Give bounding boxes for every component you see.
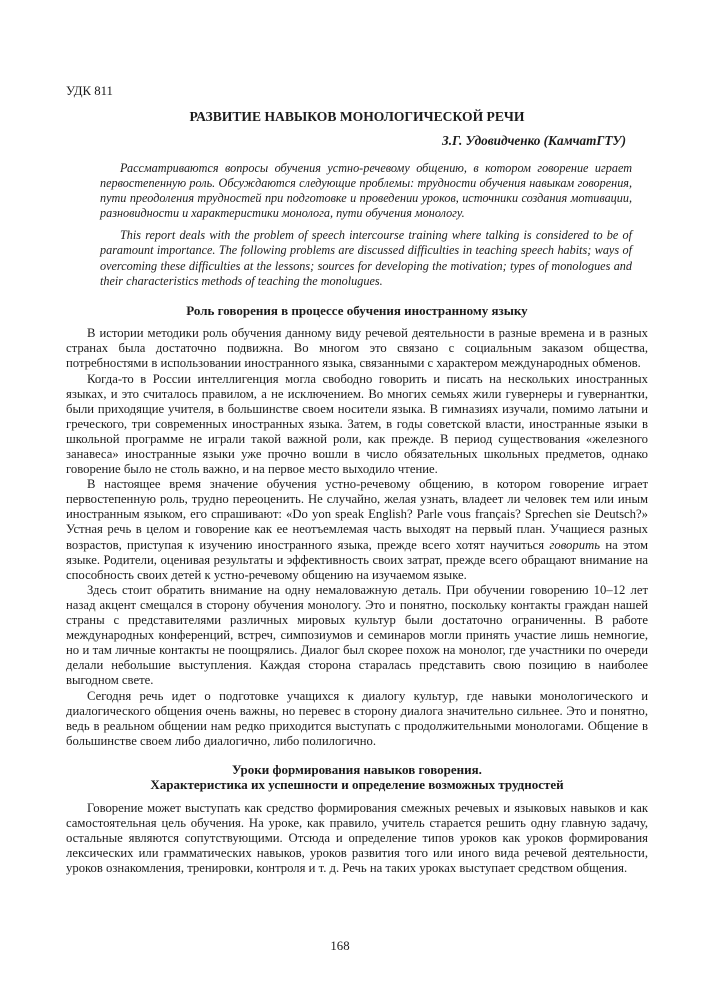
paragraph-history-of-methods: В истории методики роль обучения данному виду речевой деятельности в разные времена и в разных странах была достаточно подвижна. Во многом это связано с социальным заказом общества, потребностями в использовании иностранного языка, связанными с характером международных обменов.: [66, 326, 648, 371]
abstract-english: This report deals with the problem of speech intercourse training where talking is considered to be of paramount importance. The following problems are discussed difficulties in teaching speech habits; ways of overcoming these difficulties at the lessons; sources for developing the motivation; types of monologues and their characteristics methods of teaching the monolugues.: [100, 228, 632, 288]
section-heading-role-of-speaking: Роль говорения в процессе обучения иностранному языку: [186, 302, 528, 318]
abstract-russian: Рассматриваются вопросы обучения устно-речевому общению, в котором говорение играет первостепенную роль. Обсуждаются следующие проблемы: трудности обучения навыкам говорения, пути преодоления трудностей при подготовке и проведении уроков, источники создания мотивации, разновидности и характеристики монолога, пути обучения монологу.: [100, 161, 632, 221]
paragraph-segment-before-emphasis: В настоящее время значение обучения устно-речевому общению, в котором говорение играет первостепенную роль, трудно переоценить. Не случайно, желая узнать, владеет ли человек тем или иным иностранным языком, его спрашивают: «Do yon speak English? Parle vous français? Sprechen sie Deutsch?» Устная речь в целом и говорение как ее неотъемлемая часть выходят на первый план. Учащиеся разных возрастов, приступая к изучению иностранного языка, прежде всего хотят научиться: [66, 477, 648, 552]
paragraph-present-day-importance: [66, 477, 648, 583]
paragraph-dialogue-of-cultures: Сегодня речь идет о подготовке учащихся к диалогу культур, где навыки монологического и диалогического общения очень важны, но перевес в сторону диалога значительно сильнее. Это и понятно, ведь в реальном общении нам редко приходится выступать с продолжительными монологами. Общение в большинстве своем либо диалогично, либо полилогично.: [66, 688, 648, 748]
paragraph-monologue-accent: Здесь стоит обратить внимание на одну немаловажную деталь. При обучении говорению 10–12 лет назад акцент смещался в сторону обучения монологу. Это и понятно, поскольку контакты граждан нашей страны с представителями различных мировых культур были достаточно ограниченны. В работе международных конференций, встреч, симпозиумов и семинаров могли принять участие лишь немногие, но и там личные контакты не поощрялись. Диалог был скорее похож на монолог, где участники по очереди делали небольшие выступления. Каждая сторона старалась представить свою позицию в наиболее выгодном свете.: [66, 582, 648, 688]
section-heading-lesson-formation: [66, 762, 648, 793]
paragraph-speaking-as-means: Говорение может выступать как средство формирования смежных речевых и языковых навыков и как самостоятельная цель обучения. На уроке, как правило, учитель старается решить одну главную задачу, остальные являются сопутствующими. Отсюда и определение типов уроков как уроков формирования лексических или грамматических навыков, уроков развития того или иного вида речевой деятельности, уроков ознакомления, тренировки, контроля и т. д. Речь на таких уроках выступает средством общения.: [66, 800, 648, 876]
page-number: 168: [330, 939, 350, 953]
paragraph-segment-after-emphasis: на этом языке. Родители, оценивая результаты и эффективность своих затрат, прежде всего обращают внимание на способность своих детей к устно-речевому общению на изучаемом языке.: [66, 537, 649, 582]
section-heading-line-2: Характеристика их успешности и определение возможных трудностей: [150, 777, 564, 793]
author-line: З.Г. Удовидченко (КамчатГТУ): [442, 133, 626, 148]
section-heading-line-1: Уроки формирования навыков говорения.: [232, 761, 482, 777]
paragraph-russia-intelligentsia: Когда-то в России интеллигенция могла свободно говорить и писать на нескольких иностранных языках, и это считалось правилом, а не исключением. Во многих семьях жили гувернеры и гувернантки, были приходящие учителя, в большинстве своем носители языка. В гимназиях изучали, помимо латыни и греческого, три современных иностранных языка. Затем, в годы советской власти, иностранные языки в школьной программе не играли такой важной роли, как прежде. В период существования «железного занавеса» иностранные языки уже прочно вошли в число обязательных школьных предметов, однако говорение было не столь важно, и на первое место выходило чтение.: [66, 371, 648, 477]
article-title: РАЗВИТИЕ НАВЫКОВ МОНОЛОГИЧЕСКОЙ РЕЧИ: [189, 109, 525, 124]
udc-code: УДК 811: [66, 84, 113, 98]
emphasized-word: говорить: [549, 537, 601, 552]
